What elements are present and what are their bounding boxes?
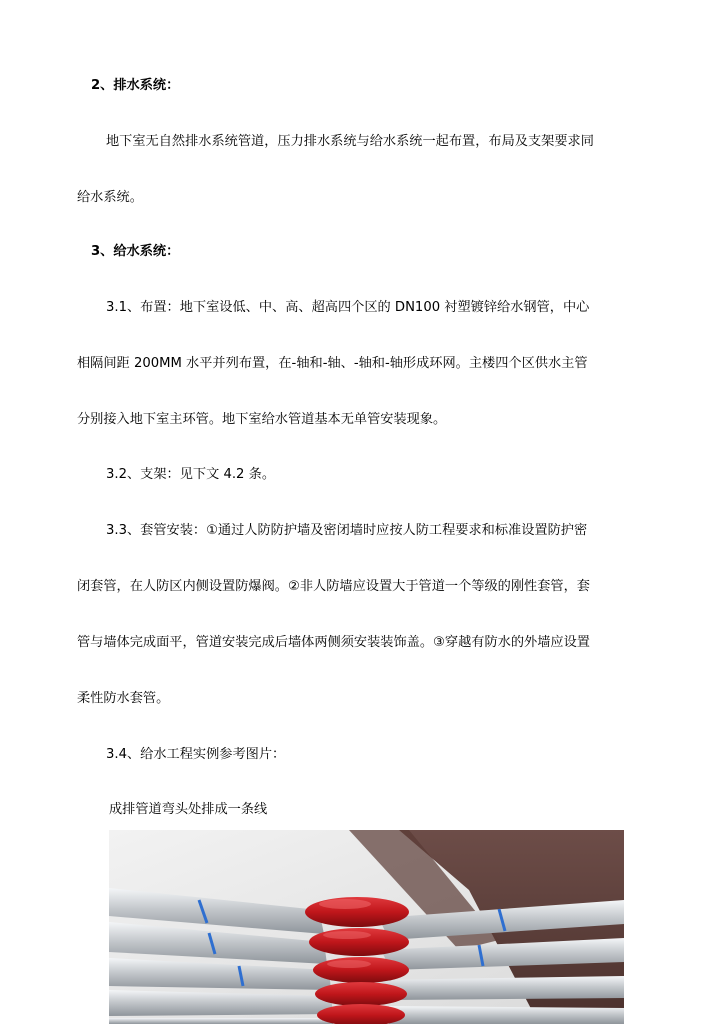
paragraph-3-1-line-3: 分别接入地下室主环管。地下室给水管道基本无单管安装现象。 (77, 412, 447, 427)
paragraph-3-1-line-1: 3.1、布置：地下室设低、中、高、超高四个区的 DN100 衬塑镀锌给水钢管，中心 (106, 300, 590, 315)
pipe-photo-illustration (109, 830, 624, 1024)
paragraph-3-3-line-1: 3.3、套管安装：①通过人防防护墙及密闭墙时应按人防工程要求和标准设置防护密 (106, 523, 588, 538)
paragraph-3-1-line-2: 相隔间距 200MM 水平并列布置，在-轴和-轴、-轴和-轴形成环网。主楼四个区供水主管 (77, 356, 588, 371)
section-2-paragraph-line-1: 地下室无自然排水系统管道，压力排水系统与给水系统一起布置，布局及支架要求同 (106, 134, 594, 149)
paragraph-3-3-line-2: 闭套管，在人防区内侧设置防爆阀。②非人防墙应设置大于管道一个等级的刚性套管，套 (77, 579, 590, 594)
section-2-heading: 2、排水系统： (91, 78, 180, 93)
paragraph-3-2: 3.2、支架：见下文 4.2 条。 (106, 467, 276, 482)
paragraph-3-3-line-3: 管与墙体完成面平，管道安装完成后墙体两侧须安装装饰盖。③穿越有防水的外墙应设置 (77, 635, 590, 650)
section-3-heading: 3、给水系统： (91, 244, 180, 259)
photo-caption: 成排管道弯头处排成一条线 (109, 802, 268, 817)
section-2-paragraph-line-2: 给水系统。 (77, 190, 143, 205)
pipe-installation-photo (109, 830, 624, 1024)
paragraph-3-3-line-4: 柔性防水套管。 (77, 691, 170, 706)
paragraph-3-4: 3.4、给水工程实例参考图片： (106, 747, 286, 762)
